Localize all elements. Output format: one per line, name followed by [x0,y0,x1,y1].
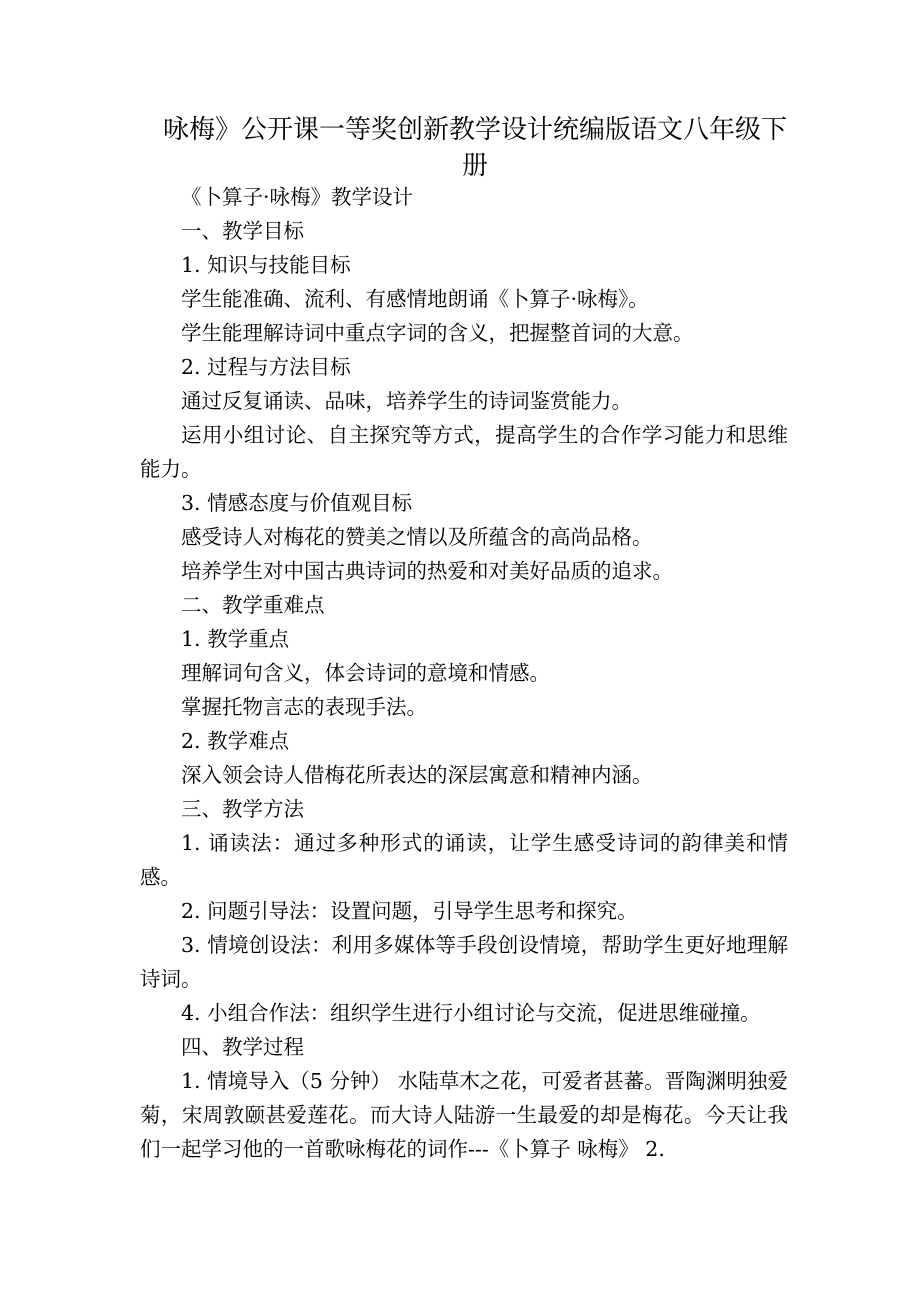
list-item: 2. 问题引导法：设置问题，引导学生思考和探究。 [181,899,638,923]
paragraph: 感受诗人对梅花的赞美之情以及所蕴含的高尚品格。 [181,525,653,549]
paragraph-lesson-title: 《卜算子·咏梅》教学设计 [181,185,414,209]
subheading-emotion-values: 3. 情感态度与价值观目标 [181,491,413,515]
paragraph: 学生能理解诗词中重点字词的含义，把握整首词的大意。 [181,321,694,345]
list-item: 1. 诵读法：通过多种形式的诵读，让学生感受诗词的韵律美和情感。 [140,831,788,889]
heading-teaching-objectives: 一、教学目标 [181,219,304,243]
paragraph: 运用小组讨论、自主探究等方式，提高学生的合作学习能力和思维能力。 [140,423,788,481]
heading-teaching-methods: 三、教学方法 [181,797,304,821]
paragraph: 深入领会诗人借梅花所表达的深层寓意和精神内涵。 [181,763,653,787]
subheading-knowledge-skills: 1. 知识与技能目标 [181,253,351,277]
paragraph: 掌握托物言志的表现手法。 [181,695,427,719]
paragraph: 培养学生对中国古典诗词的热爱和对美好品质的追求。 [181,559,673,583]
paragraph: 1. 情境导入（5 分钟） 水陆草木之花，可爱者甚蕃。晋陶渊明独爱菊，宋周敦颐甚爱莲花。而大诗人陆游一生最爱的却是梅花。今天让我们一起学习他的一首歌咏梅花的词作---《卜算子 咏梅》 2. [140,1069,788,1161]
document-body [140,180,788,1166]
list-item: 4. 小组合作法：组织学生进行小组讨论与交流，促进思维碰撞。 [181,1001,761,1025]
subheading-difficult-points: 2. 教学难点 [181,729,290,753]
paragraph: 学生能准确、流利、有感情地朗诵《卜算子·咏梅》。 [181,287,649,311]
list-item: 3. 情境创设法：利用多媒体等手段创设情境，帮助学生更好地理解诗词。 [140,933,788,991]
heading-key-difficult-points: 二、教学重难点 [181,593,325,617]
paragraph: 通过反复诵读、品味，培养学生的诗词鉴赏能力。 [181,389,632,413]
document-title: 咏梅》公开课一等奖创新教学设计统编版语文八年级下册 [162,115,787,181]
heading-teaching-process: 四、教学过程 [181,1035,304,1059]
subheading-key-points: 1. 教学重点 [181,627,290,651]
paragraph: 理解词句含义，体会诗词的意境和情感。 [181,661,550,685]
subheading-process-methods: 2. 过程与方法目标 [181,355,351,379]
